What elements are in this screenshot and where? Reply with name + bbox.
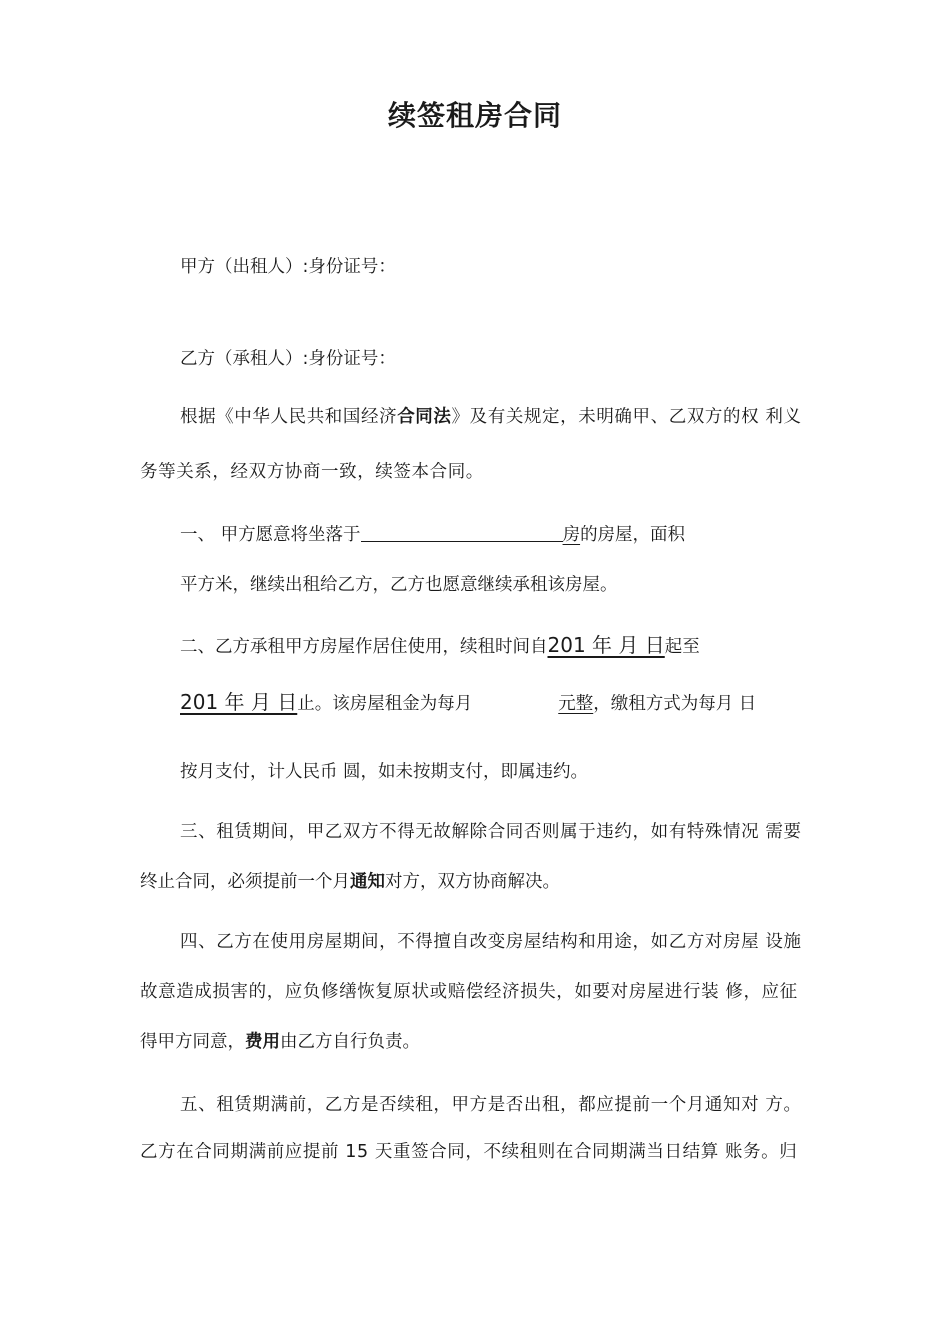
start-date: 201 年 月 日 [547,633,665,657]
clause5-line-1: 五、租赁期满前，乙方是否续租，甲方是否出租，都应提前一个月通知对 方。 [180,1095,802,1115]
intro-text-c: 》及有关规定，未明确甲、乙双方的权 利义 [451,407,802,427]
payment-text: ，缴租方式为每月 日 [593,694,757,714]
clause3-text-a: 终止合同，必须提前一个月 [140,872,350,892]
clause2-line-3: 按月支付，计人民币 圆，如未按期支付，即属违约。 [180,762,589,782]
clause4-text-a: 得甲方同意， [140,1032,245,1052]
clause3-notice: 通知 [350,872,385,892]
clause3-line-2 [140,869,560,895]
party-b-line: 乙方（承租人）:身份证号： [180,349,396,369]
clause3-line-1: 三、租赁期间，甲乙双方不得无故解除合同否则属于违约，如有特殊情况 需要 [180,822,802,842]
clause2-line-1 [180,632,700,660]
clause2-rent-text: 止。该房屋租金为每月 [297,694,473,714]
clause4-line-3 [140,1029,420,1055]
intro-law-name: 合同法 [397,407,452,427]
clause4-line-2: 故意造成损害的，应负修缮恢复原状或赔偿经济损失，如要对房屋进行装 修，应征 [140,982,798,1002]
address-blank [361,523,563,542]
intro-line-1 [180,404,802,430]
clause1-line-1 [180,522,685,548]
clause2-line-2 [180,689,756,717]
clause1-text-a: 一、 甲方愿意将坐落于 [180,525,361,545]
party-a-line: 甲方（出租人）:身份证号： [180,257,396,277]
clause2-text-a: 二、乙方承租甲方房屋作居住使用，续租时间自 [180,637,548,657]
intro-text-a: 根据《中华人民共和国经济 [180,407,398,427]
clause4-text-c: 由乙方自行负责。 [280,1032,420,1052]
clause3-text-c: 对方，双方协商解决。 [385,872,560,892]
intro-line-2: 务等关系，经双方协商一致，续签本合同。 [140,462,484,482]
clause1-text-c: 的房屋，面积 [580,525,686,545]
clause2-text-b: 起至 [664,637,700,657]
clause5-line-2: 乙方在合同期满前应提前 15 天重签合同，不续租则在合同期满当日结算 账务。归 [140,1142,798,1162]
clause1-house: 房 [562,525,581,545]
rent-unit: 元整 [558,694,594,714]
clause1-line-2: 平方米，继续出租给乙方，乙方也愿意继续承租该房屋。 [180,575,618,595]
document-title: 续签租房合同 [387,99,562,132]
end-date: 201 年 月 日 [180,690,298,714]
clause4-expense: 费用 [245,1032,280,1052]
clause4-line-1: 四、乙方在使用房屋期间，不得擅自改变房屋结构和用途，如乙方对房屋 设施 [180,932,802,952]
